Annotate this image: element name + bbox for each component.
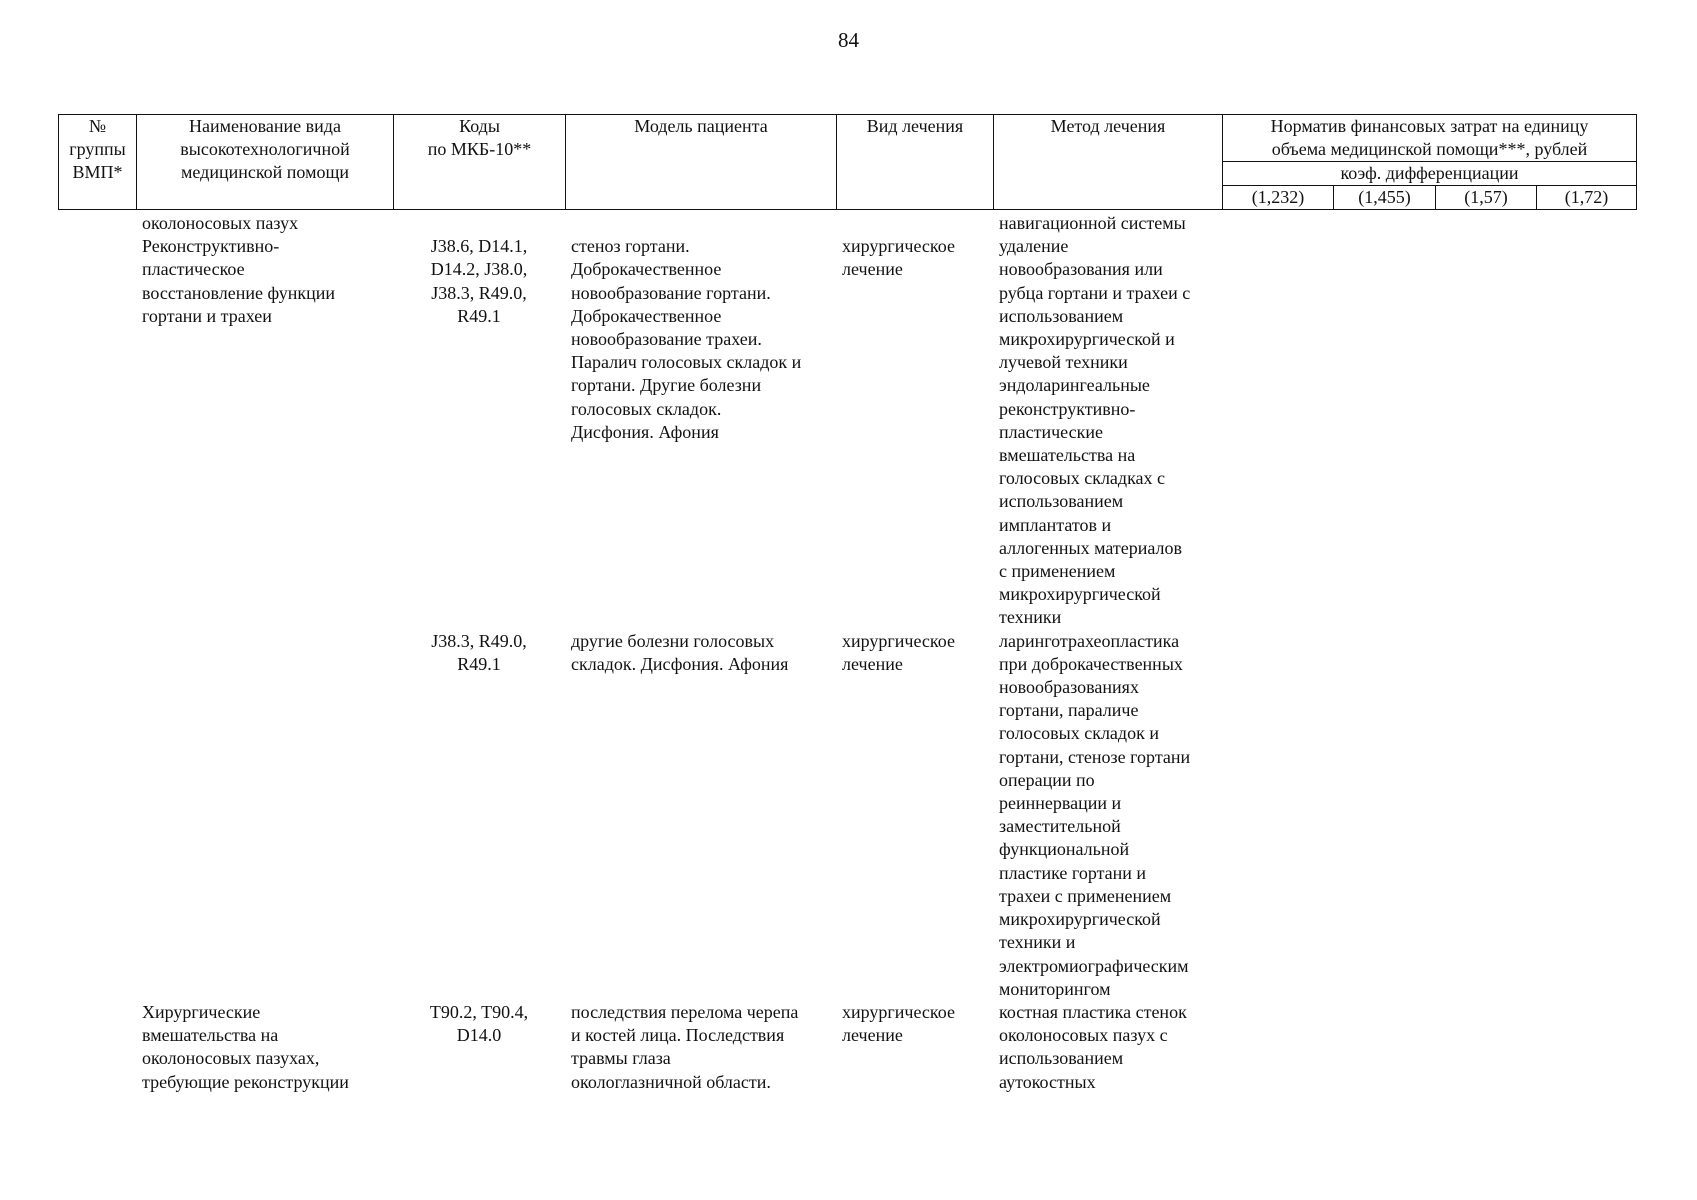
treatment-method-cell: костная пластика стенок околоносовых пазух с использованием аутокостных bbox=[999, 1001, 1187, 1092]
treatment-type-cell: хирургическое лечение bbox=[842, 630, 955, 674]
treatment-method-cell: навигационной системы bbox=[999, 213, 1186, 233]
icd-codes-cell: T90.2, T90.4, D14.0 bbox=[429, 1001, 529, 1046]
care-name-cell: Хирургические вмешательства на околоносовых пазухах, требующие реконструкции bbox=[142, 1001, 349, 1092]
table-row bbox=[58, 212, 1636, 235]
group-number-cell bbox=[58, 235, 136, 629]
header-coef-label: коэф. дифференциации bbox=[1223, 162, 1637, 186]
patient-model-cell: последствия перелома черепа и костей лица. Последствия травмы глаза окологлазничной области. bbox=[571, 1001, 799, 1092]
treatment-type-cell: хирургическое лечение bbox=[842, 236, 955, 280]
icd-codes-cell: J38.6, D14.1, D14.2, J38.0, J38.3, R49.0, R49.1 bbox=[430, 236, 528, 326]
table-header bbox=[58, 114, 1637, 210]
page-number: 84 bbox=[838, 28, 859, 52]
treatment-type-cell bbox=[836, 212, 993, 235]
table-row bbox=[58, 1001, 1636, 1094]
header-coef-3: (1,57) bbox=[1436, 186, 1537, 210]
patient-model-cell: стеноз гортани. Доброкачественное новообразование гортани. Доброкачественное новообразование трахеи. Паралич голосовых складок и гортани. Другие болезни голосовых складок. Дисфония. Афония bbox=[571, 236, 802, 442]
header-treatment-type: Вид лечения bbox=[837, 115, 994, 210]
header-coef-4: (1,72) bbox=[1537, 186, 1637, 210]
cost-cell bbox=[1222, 212, 1636, 235]
icd-codes-cell bbox=[393, 212, 565, 235]
cost-cell bbox=[1222, 630, 1636, 1001]
header-treatment-method: Метод лечения bbox=[994, 115, 1223, 210]
care-name-cell bbox=[136, 630, 393, 1001]
table-row bbox=[58, 235, 1636, 629]
treatment-method-cell: ларинготрахеопластика при доброкачественных новообразованиях гортани, параличе голосовых складок и гортани, стенозе гортани операции по реиннервации и заместительной функциональной пластике гортани и трахеи с применением микрохирургической техники и электромиографическим мониторингом bbox=[999, 630, 1191, 999]
group-number-cell bbox=[58, 212, 136, 235]
patient-model-cell: другие болезни голосовых складок. Дисфония. Афония bbox=[571, 630, 789, 674]
table-body bbox=[58, 212, 1636, 1094]
icd-codes-cell: J38.3, R49.0, R49.1 bbox=[431, 630, 527, 674]
header-cost-norm: Норматив финансовых затрат на единицу объема медицинской помощи***, рублей bbox=[1223, 115, 1637, 162]
treatment-method-cell: удаление новообразования или рубца гортани и трахеи с использованием микрохирургической и лучевой техники эндоларингеальные реконструктивно- пластические вмешательства на голосовых складках с использованием имплантатов и аллогенных материалов с применением микрохирургической техники bbox=[999, 236, 1191, 628]
care-name-cell: Реконструктивно- пластическое восстановление функции гортани и трахеи bbox=[142, 236, 335, 326]
patient-model-cell bbox=[565, 212, 836, 235]
group-number-cell bbox=[58, 630, 136, 1001]
treatment-type-cell: хирургическое лечение bbox=[842, 1001, 955, 1046]
header-coef-1: (1,232) bbox=[1223, 186, 1334, 210]
care-name-cell: околоносовых пазух bbox=[142, 213, 299, 233]
header-coef-2: (1,455) bbox=[1334, 186, 1436, 210]
header-group-number: № группы ВМП* bbox=[59, 115, 137, 210]
header-care-name: Наименование вида высокотехнологичной медицинской помощи bbox=[137, 115, 394, 210]
header-patient-model: Модель пациента bbox=[566, 115, 837, 210]
group-number-cell bbox=[58, 1001, 136, 1094]
cost-cell bbox=[1222, 1001, 1636, 1094]
table-row bbox=[58, 630, 1636, 1001]
cost-cell bbox=[1222, 235, 1636, 629]
header-icd-codes: Коды по МКБ-10** bbox=[394, 115, 566, 210]
